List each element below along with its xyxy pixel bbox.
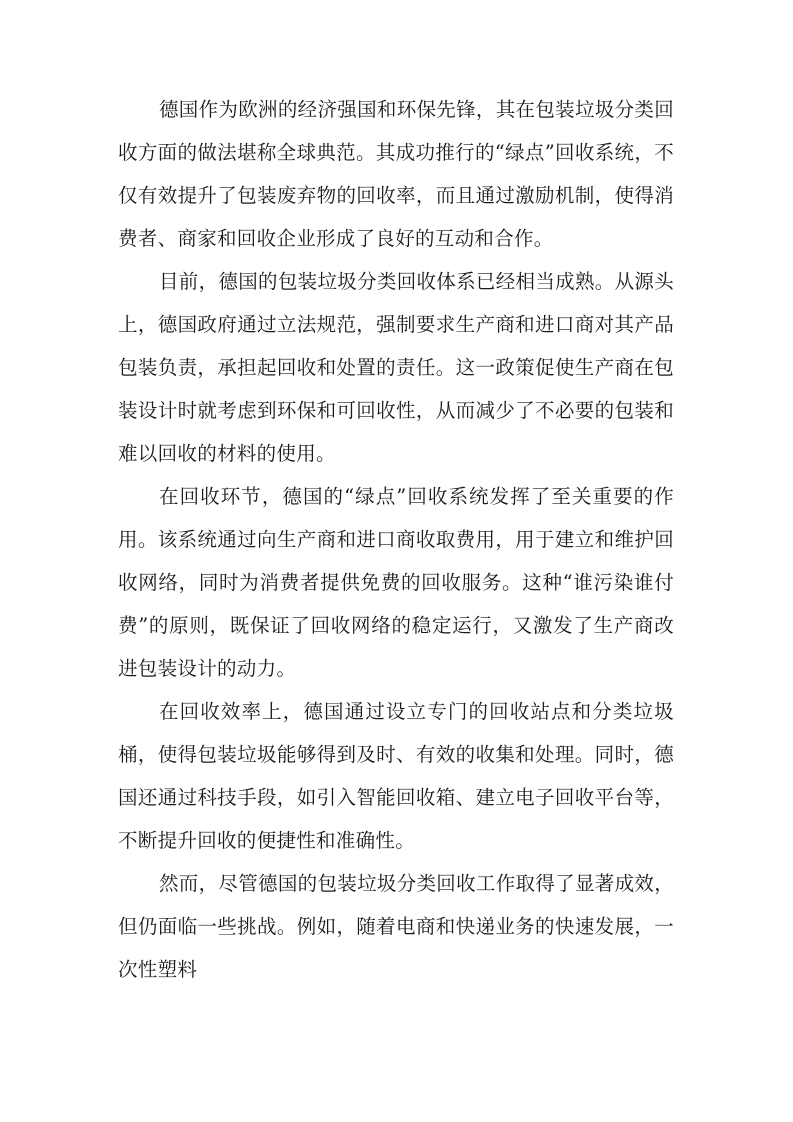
paragraph-challenges: 然而，尽管德国的包装垃圾分类回收工作取得了显著成效，但仍面临一些挑战。例如，随着电商和快递业务的快速发展，一次性塑料 <box>118 872 674 981</box>
paragraph-intro: 德国作为欧洲的经济强国和环保先锋，其在包装垃圾分类回收方面的做法堪称全球典范。其成功推行的“绿点”回收系统，不仅有效提升了包装废弃物的回收率，而且通过激励机制，使得消费者、商家和回收企业形成了良好的互动和合作。 <box>118 98 674 250</box>
document-page <box>118 88 674 991</box>
paragraph-current-system: 目前，德国的包装垃圾分类回收体系已经相当成熟。从源头上，德国政府通过立法规范，强制要求生产商和进口商对其产品包装负责，承担起回收和处置的责任。这一政策促使生产商在包装设计时就考虑到环保和可回收性，从而减少了不必要的包装和难以回收的材料的使用。 <box>118 270 674 465</box>
paragraph-green-dot: 在回收环节，德国的“绿点”回收系统发挥了至关重要的作用。该系统通过向生产商和进口商收取费用，用于建立和维护回收网络，同时为消费者提供免费的回收服务。这种“谁污染谁付费”的原则，既保证了回收网络的稳定运行，又激发了生产商改进包装设计的动力。 <box>118 485 674 680</box>
paragraph-efficiency: 在回收效率上，德国通过设立专门的回收站点和分类垃圾桶，使得包装垃圾能够得到及时、有效的收集和处理。同时，德国还通过科技手段，如引入智能回收箱、建立电子回收平台等，不断提升回收的便捷性和准确性。 <box>118 700 674 852</box>
